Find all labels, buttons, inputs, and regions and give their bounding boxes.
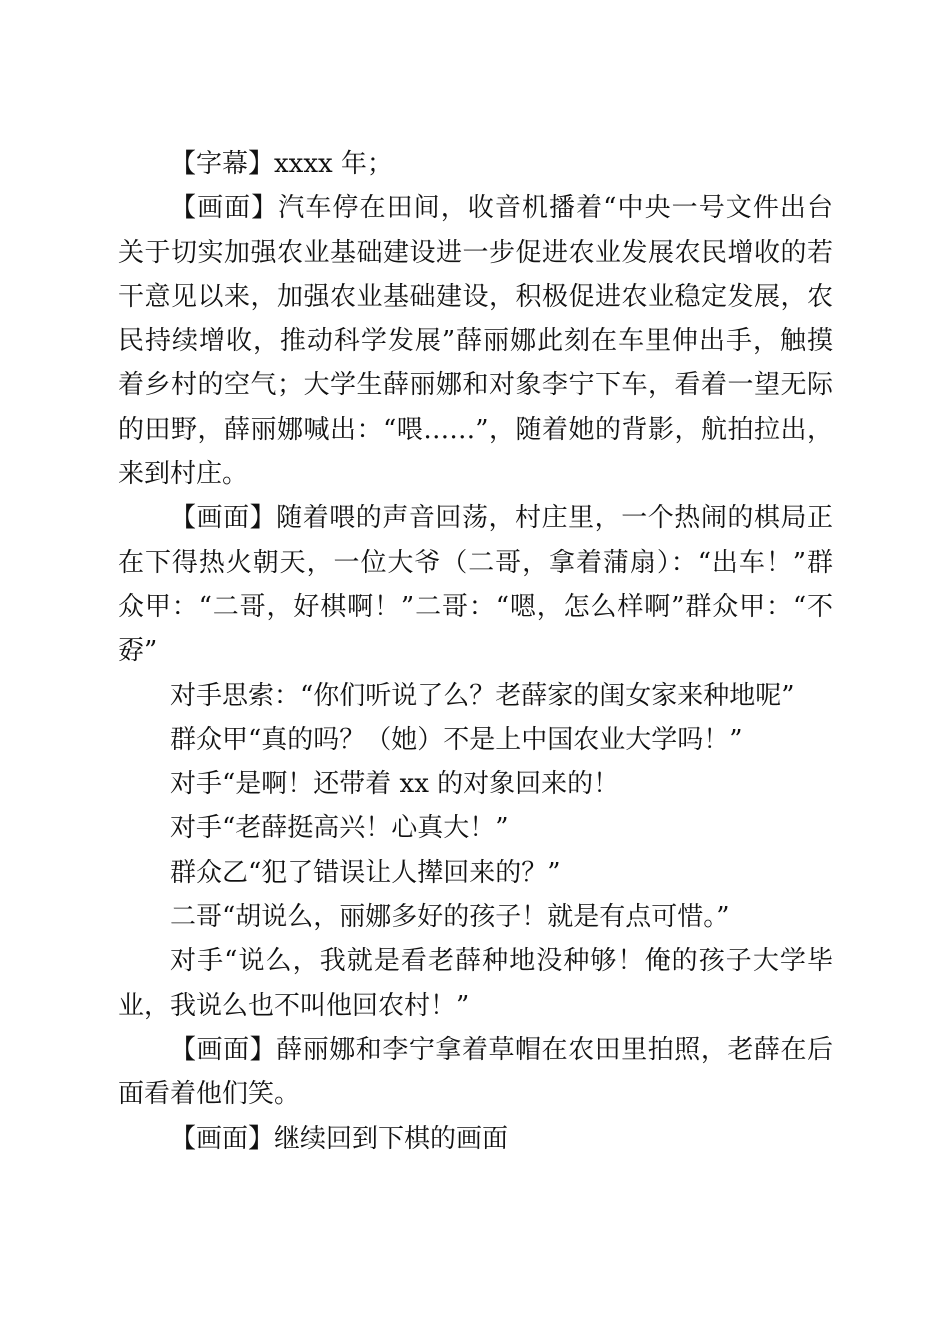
paragraph-scene-photo: 【画面】薛丽娜和李宁拿着草帽在农田里拍照，老薛在后面看着他们笑。 (118, 1034, 833, 1110)
paragraph-dialogue: 对手“老薛挺高兴！心真大！” (170, 813, 509, 844)
document-body (118, 142, 833, 1161)
paragraph-dialogue: 群众甲“真的吗？（她）不是上中国农业大学吗！” (170, 724, 743, 755)
paragraph-scene-chess: 【画面】随着喂的声音回荡，村庄里，一个热闹的棋局正在下得热火朝天，一位大爷（二哥，拿着蒲扇）：“出车！”群众甲：“二哥，好棋啊！”二哥：“嗯，怎么样啊”群众甲：“不孬” (118, 503, 833, 667)
paragraph-dialogue: 对手思索：“你们听说了么？老薛家的闺女家来种地呢” (170, 680, 795, 711)
paragraph-dialogue: 二哥“胡说么，丽娜多好的孩子！就是有点可惜。” (170, 902, 730, 933)
paragraph-scene-car: 【画面】汽车停在田间，收音机播着“中央一号文件出台关于切实加强农业基础建设进一步促进农业发展农民增收的若干意见以来，加强农业基础建设，积极促进农业稳定发展，农民持续增收，推动科学发展”薛丽娜此刻在车里伸出手，触摸着乡村的空气；大学生薛丽娜和对象李宁下车，看着一望无际的田野，薛丽娜喊出：“喂……”，随着她的背影，航拍拉出，来到村庄。 (118, 193, 833, 490)
paragraph-dialogue: 对手“是啊！还带着 xx 的对象回来的！ (170, 769, 620, 800)
paragraph-dialogue: 对手“说么，我就是看老薛种地没种够！俺的孩子大学毕业，我说么也不叫他回农村！” (118, 946, 833, 1021)
paragraph-dialogue: 群众乙“犯了错误让人撵回来的？” (170, 857, 561, 888)
paragraph-subtitle: 【字幕】xxxx 年； (170, 149, 393, 179)
paragraph-scene-return: 【画面】继续回到下棋的画面 (170, 1123, 509, 1154)
